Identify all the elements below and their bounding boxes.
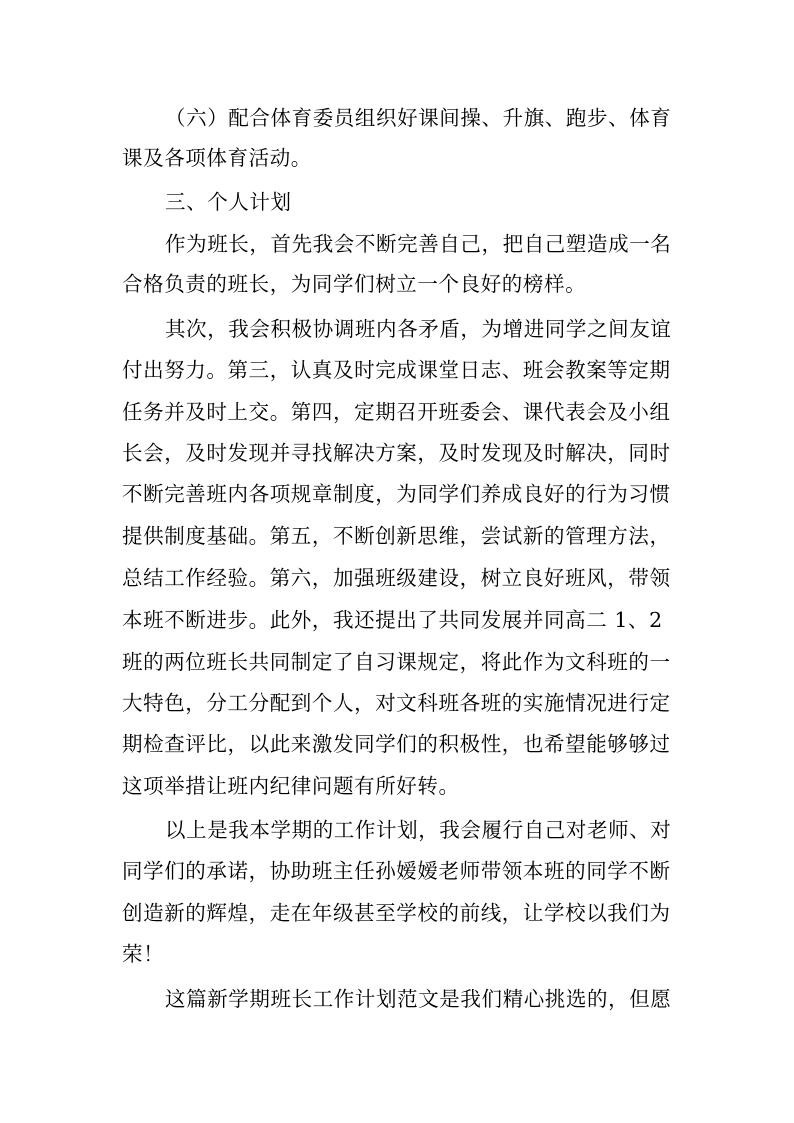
text-line: 荣！ [122,942,165,966]
text-line: 本班不断进步。此外，我还提出了共同发展并同高二 1、2 [122,608,663,632]
text-line: （六）配合体育委员组织好课间操、升旗、跑步、体育 [165,106,672,130]
text-line: 同学们的承诺，协助班主任孙嫒嫒老师带领本班的同学不断 [122,859,671,883]
text-line: 课及各项体育活动。 [122,146,312,170]
text-line: 创造新的辉煌，走在年级甚至学校的前线，让学校以我们为 [122,901,671,925]
text-line: 合格负责的班长，为同学们树立一个良好的榜样。 [122,272,587,296]
text-line: 班的两位班长共同制定了自习课规定，将此作为文科班的一 [122,650,671,674]
text-line: 大特色，分工分配到个人，对文科班各班的实施情况进行定 [122,691,671,715]
text-line: 长会，及时发现并寻找解决方案，及时发现及时解决，同时 [122,441,671,465]
text-line: 期检查评比，以此来激发同学们的积极性，也希望能够够过 [122,732,671,756]
text-line: 任务并及时上交。第四，定期召开班委会、课代表会及小组 [122,400,671,424]
text-line: 总结工作经验。第六，加强班级建设，树立良好班风，带领 [122,566,671,590]
text-line: 不断完善班内各项规章制度，为同学们养成良好的行为习惯 [122,482,671,506]
text-line: 以上是我本学期的工作计划，我会履行自己对老师、对 [165,818,672,842]
text-line: 作为班长，首先我会不断完善自己，把自己塑造成一名 [165,232,672,256]
text-line: 提供制度基础。第五，不断创新思维，尝试新的管理方法， [122,524,671,548]
text-line: 这篇新学期班长工作计划范文是我们精心挑选的，但愿 [165,987,672,1011]
section-heading: 三、个人计划 [165,190,292,214]
text-line: 付出努力。第三，认真及时完成课堂日志、班会教案等定期 [122,358,671,382]
text-line: 这项举措让班内纪律问题有所好转。 [122,774,460,798]
text-line: 其次，我会积极协调班内各矛盾，为增进同学之间友谊 [165,317,672,341]
